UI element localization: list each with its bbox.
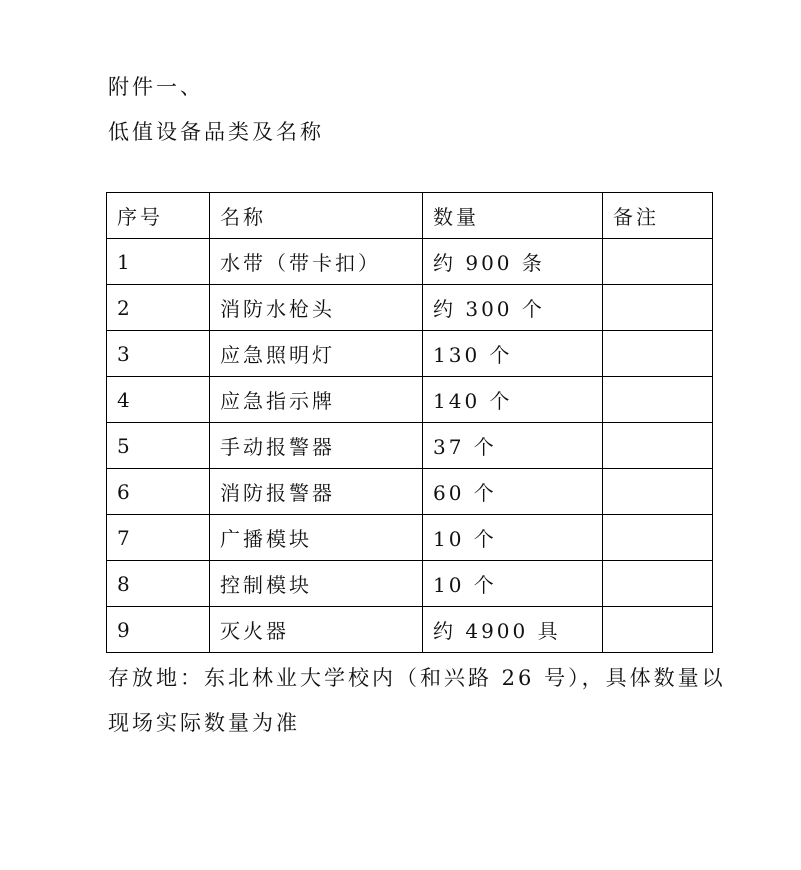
cell-no: 5 <box>107 423 210 469</box>
cell-name: 手动报警器 <box>210 423 423 469</box>
cell-quantity: 130 个 <box>423 331 603 377</box>
cell-name: 消防水枪头 <box>210 285 423 331</box>
cell-no: 6 <box>107 469 210 515</box>
cell-name: 水带（带卡扣） <box>210 239 423 285</box>
cell-remark <box>603 331 713 377</box>
header-name: 名称 <box>210 193 423 239</box>
cell-remark <box>603 239 713 285</box>
header-quantity: 数量 <box>423 193 603 239</box>
cell-name: 消防报警器 <box>210 469 423 515</box>
cell-name: 灭火器 <box>210 607 423 653</box>
cell-remark <box>603 285 713 331</box>
cell-quantity: 约 4900 具 <box>423 607 603 653</box>
storage-note-line-1: 存放地：东北林业大学校内（和兴路 26 号），具体数量以 <box>108 666 726 690</box>
equipment-table <box>106 192 713 653</box>
header-no: 序号 <box>107 193 210 239</box>
table-row <box>107 285 713 331</box>
cell-remark <box>603 469 713 515</box>
document-title: 低值设备品类及名称 <box>108 120 324 144</box>
table-row <box>107 607 713 653</box>
cell-quantity: 10 个 <box>423 561 603 607</box>
cell-quantity: 约 900 条 <box>423 239 603 285</box>
table-row <box>107 561 713 607</box>
header-remark: 备注 <box>603 193 713 239</box>
cell-no: 3 <box>107 331 210 377</box>
cell-no: 9 <box>107 607 210 653</box>
cell-name: 广播模块 <box>210 515 423 561</box>
cell-quantity: 约 300 个 <box>423 285 603 331</box>
cell-name: 应急指示牌 <box>210 377 423 423</box>
cell-name: 应急照明灯 <box>210 331 423 377</box>
table-row <box>107 469 713 515</box>
cell-no: 4 <box>107 377 210 423</box>
cell-quantity: 60 个 <box>423 469 603 515</box>
cell-quantity: 140 个 <box>423 377 603 423</box>
table-row <box>107 423 713 469</box>
cell-remark <box>603 423 713 469</box>
cell-no: 2 <box>107 285 210 331</box>
cell-remark <box>603 515 713 561</box>
cell-name: 控制模块 <box>210 561 423 607</box>
storage-note-line-2: 现场实际数量为准 <box>108 711 300 735</box>
cell-no: 7 <box>107 515 210 561</box>
cell-no: 1 <box>107 239 210 285</box>
cell-remark <box>603 377 713 423</box>
table-row <box>107 239 713 285</box>
cell-quantity: 10 个 <box>423 515 603 561</box>
cell-remark <box>603 607 713 653</box>
cell-remark <box>603 561 713 607</box>
table-row <box>107 515 713 561</box>
table-row <box>107 377 713 423</box>
table-header-row <box>107 193 713 239</box>
attachment-label: 附件一、 <box>108 75 204 99</box>
table-row <box>107 331 713 377</box>
cell-no: 8 <box>107 561 210 607</box>
cell-quantity: 37 个 <box>423 423 603 469</box>
